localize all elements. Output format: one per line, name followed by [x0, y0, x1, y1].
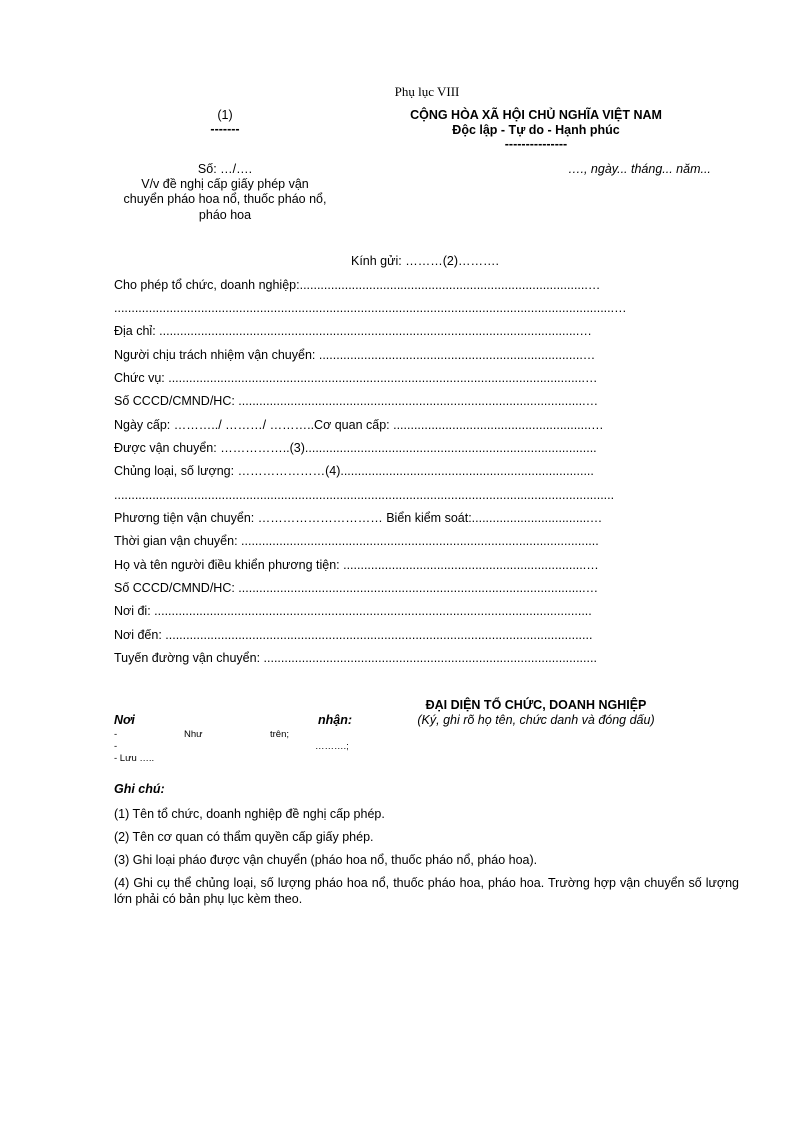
form-field-permitted-transport: Được vận chuyển: ……………..(3).................................................................................... [114, 441, 597, 455]
subject-line-3: pháo hoa [198, 208, 252, 222]
form-field-address: Địa chỉ: .........................................................................................................................… [114, 324, 592, 338]
form-field-driver-name: Họ và tên người điều khiển phương tiện: ......................................................................… [114, 558, 599, 572]
nation-rule: --------------- [504, 137, 568, 151]
recipient-2-suffix: ……….; [315, 741, 349, 752]
subject-line-1: V/v đề nghị cấp giấy phép vận [141, 177, 309, 191]
organization-reference: (1) [217, 108, 233, 122]
note-item-4: (4) Ghi cụ thể chủng loại, số lượng pháo hoa nổ, thuốc pháo hoa, pháo hoa. Trường hợp vận chuyển số lượng lớn phải có bản phụ lục kèm theo. [114, 876, 739, 906]
document-number: Số: …/…. [197, 162, 253, 176]
recipient-archive: - Lưu ….. [114, 753, 155, 764]
note-item-1: (1) Tên tổ chức, doanh nghiệp đề nghị cấp phép. [114, 807, 385, 821]
form-field-organization-continued: ................................................................................................................................................… [114, 301, 627, 315]
note-item-3: (3) Ghi loại pháo được vận chuyển (pháo hoa nổ, thuốc pháo nổ, pháo hoa). [114, 853, 538, 867]
form-field-destination: Nơi đến: ........................................................................................................................... [114, 628, 593, 642]
note-item-2: (2) Tên cơ quan có thẩm quyền cấp giấy phép. [114, 830, 374, 844]
form-field-vehicle: Phương tiện vận chuyển: ………………………… Biển kiểm soát:..................................… [114, 511, 603, 525]
nation-name: CỘNG HÒA XÃ HỘI CHỦ NGHĨA VIỆT NAM [410, 108, 662, 122]
recipient-1-dash: - [114, 729, 118, 740]
notes-heading: Ghi chú: [114, 782, 165, 796]
appendix-title: Phụ lục VIII [394, 84, 460, 99]
nation-motto: Độc lập - Tự do - Hạnh phúc [452, 123, 620, 137]
form-field-position: Chức vụ: ........................................................................................................................… [114, 371, 598, 385]
recipients-label-left: Nơi [114, 713, 135, 727]
form-field-driver-id: Số CCCD/CMND/HC: ....................................................................................................… [114, 581, 599, 595]
form-field-organization: Cho phép tổ chức, doanh nghiệp:...................................................................................… [114, 278, 601, 292]
form-field-issue-date: Ngày cấp: ………../ ………/ ………..Cơ quan cấp: .........................................................… [114, 418, 604, 432]
addressee: Kính gửi: ………(2)………. [351, 254, 499, 268]
recipient-2-dash: - [114, 741, 118, 752]
organization-rule: ------- [210, 122, 240, 136]
recipients-label-right: nhận: [318, 713, 353, 727]
recipient-1-text: Như [184, 729, 203, 740]
signature-instruction: (Ký, ghi rõ họ tên, chức danh và đóng dấu) [417, 713, 655, 727]
subject-line-2: chuyển pháo hoa nổ, thuốc pháo nổ, [123, 192, 327, 206]
form-field-type-quantity: Chủng loại, số lượng: …………………(4)......................................................................... [114, 464, 594, 478]
signature-title: ĐẠI DIỆN TỔ CHỨC, DOANH NGHIỆP [425, 698, 647, 712]
form-field-id-number: Số CCCD/CMND/HC: ....................................................................................................… [114, 394, 599, 408]
date-line: …., ngày... tháng... năm... [568, 162, 711, 176]
recipient-1-suffix: trên; [270, 729, 290, 740]
form-field-type-quantity-continued: ................................................................................................................................................ [114, 488, 615, 502]
form-field-route: Tuyến đường vận chuyển: ................................................................................................ [114, 651, 597, 665]
form-field-transport-time: Thời gian vận chuyển: ....................................................................................................... [114, 534, 599, 548]
form-field-origin: Nơi đi: .............................................................................................................................. [114, 604, 592, 618]
form-field-responsible-person: Người chịu trách nhiệm vận chuyển: ............................................................................… [114, 348, 596, 362]
